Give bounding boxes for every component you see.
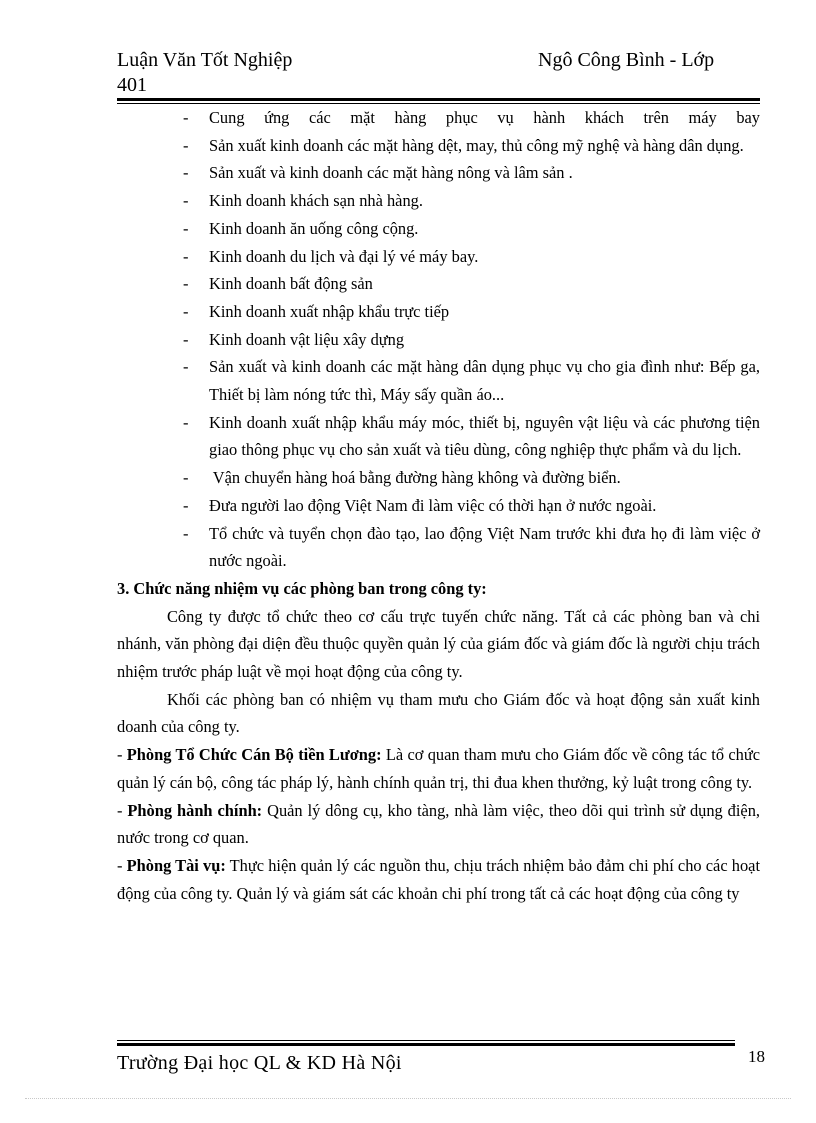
list-item: - Sản xuất và kinh doanh các mặt hàng dân dụng phục vụ cho gia đình như: Bếp ga, Thiết bị làm nóng tức thì, Máy sấy quần áo... (117, 353, 760, 408)
bullet-dash: - (183, 495, 189, 515)
paragraph: Công ty được tổ chức theo cơ cấu trực tuyến chức năng. Tất cả các phòng ban và chi nhánh, văn phòng đại diện đều thuộc quyền quản lý của giám đốc và giám đốc là người chịu trách nhiệm trước pháp luật về mọi hoạt động của công ty. (117, 606, 760, 682)
department-paragraph: - Phòng hành chính: Quản lý dông cụ, kho tàng, nhà làm việc, theo dõi qui trình sử dụng điện, nước trong cơ quan. (117, 800, 760, 848)
list-item: - Kinh doanh ăn uống công cộng. (117, 215, 760, 243)
department-paragraph: - Phòng Tổ Chức Cán Bộ tiền Lương: Là cơ quan tham mưu cho Giám đốc về công tác tổ chức quản lý cán bộ, công tác pháp lý, hành chính quản trị, thi đua khen thưởng, kỷ luật trong công ty. (117, 745, 760, 792)
bullet-dash: - (183, 523, 189, 543)
paragraph: Khối các phòng ban có nhiệm vụ tham mưu cho Giám đốc và hoạt động sản xuất kinh doanh của công ty. (117, 689, 760, 737)
section-heading: 3. Chức năng nhiệm vụ các phòng ban trong công ty: (117, 578, 487, 598)
list-item: - Kinh doanh vật liệu xây dựng (117, 326, 760, 354)
bullet-dash: - (183, 191, 189, 211)
bullet-dash: - (183, 301, 189, 321)
footer-school: Trường Đại học QL & KD Hà Nội (117, 1052, 402, 1074)
class-number: 401 (117, 74, 147, 96)
department-name: Phòng Tài vụ: (126, 855, 226, 875)
bullet-dash: - (183, 246, 189, 266)
bullet-dash: - (183, 274, 189, 294)
page-boundary-dotted-line (25, 1098, 791, 1099)
author-name: Ngô Công Bình - Lớp (538, 49, 715, 71)
list-item: - Kinh doanh du lịch và đại lý vé máy bay. (117, 243, 760, 271)
list-item: - Kinh doanh bất động sản (117, 270, 760, 298)
bullet-dash: - (183, 412, 189, 432)
department-name: Phòng hành chính: (127, 800, 263, 820)
list-item: - Kinh doanh khách sạn nhà hàng. (117, 187, 760, 215)
bullet-dash: - (183, 468, 189, 488)
page-number: 18 (748, 1047, 765, 1066)
list-item: - Sản xuất và kinh doanh các mặt hàng nông và lâm sản . (117, 159, 760, 187)
department-name: Phòng Tổ Chức Cán Bộ tiền Lương: (126, 745, 382, 765)
department-description: Thực hiện quản lý các nguồn thu, chịu trách nhiệm bảo đảm chi phí cho các hoạt động của công ty. Quản lý và giám sát các khoản chi phí trong tất cả các hoạt động của công ty (117, 855, 760, 903)
footer-rule-thin (117, 1040, 735, 1041)
list-item: - Kinh doanh xuất nhập khẩu máy móc, thiết bị, nguyên vật liệu và các phương tiện giao thông phục vụ cho sản xuất và tiêu dùng, công nghiệp thực phẩm và du lịch. (117, 409, 760, 464)
list-item: - Cung ứng các mặt hàng phục vụ hành khách trên máy bay (117, 104, 760, 132)
department-description: Là cơ quan tham mưu cho Giám đốc về công tác tổ chức quản lý cán bộ, công tác pháp lý, hành chính quản trị, thi đua khen thưởng, kỷ luật trong công ty. (117, 745, 760, 792)
thesis-title: Luận Văn Tốt Nghiệp (117, 49, 293, 71)
bullet-dash: - (183, 329, 189, 349)
business-lines-list (117, 104, 760, 575)
list-item: - Đưa người lao động Việt Nam đi làm việc có thời hạn ở nước ngoài. (117, 492, 760, 520)
list-item: - Sản xuất kinh doanh các mặt hàng dệt, may, thủ công mỹ nghệ và hàng dân dụng. (117, 132, 760, 160)
bullet-dash: - (183, 357, 189, 377)
bullet-dash: - (183, 135, 189, 155)
department-paragraph: - Phòng Tài vụ: Thực hiện quản lý các nguồn thu, chịu trách nhiệm bảo đảm chi phí cho các hoạt động của công ty. Quản lý và giám sát các khoản chi phí trong tất cả các hoạt động của công ty (117, 855, 760, 903)
department-description: Quản lý dông cụ, kho tàng, nhà làm việc, theo dõi qui trình sử dụng điện, nước trong cơ quan. (117, 800, 760, 848)
body-content (117, 104, 760, 907)
bullet-dash: - (183, 218, 189, 238)
bullet-dash: - (183, 163, 189, 183)
list-item: - Tổ chức và tuyển chọn đào tạo, lao động Việt Nam trước khi đưa họ đi làm việc ở nước ngoài. (117, 520, 760, 575)
list-item: - Kinh doanh xuất nhập khẩu trực tiếp (117, 298, 760, 326)
list-item: - Vận chuyển hàng hoá bằng đường hàng không và đường biển. (117, 464, 760, 492)
bullet-dash: - (183, 108, 189, 127)
footer-rule-thick (117, 1043, 735, 1046)
header-rule-thick (117, 98, 760, 101)
